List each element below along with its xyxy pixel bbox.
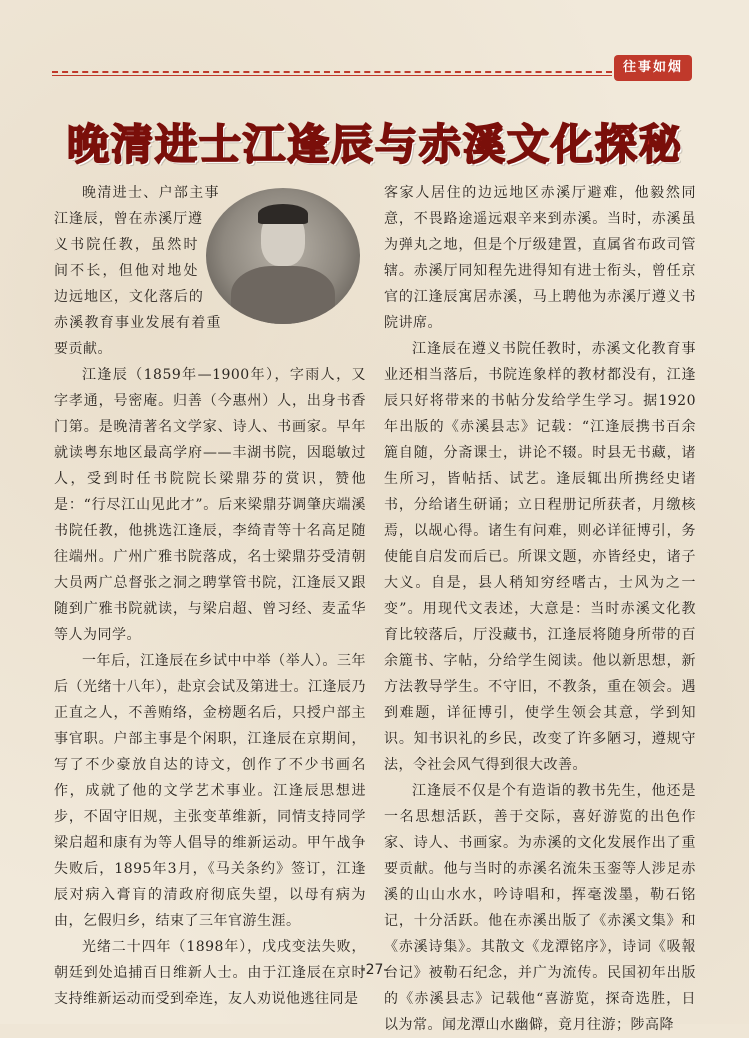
portrait-image <box>206 188 360 324</box>
paragraph-continued: 客家人居住的边远地区赤溪厅避难，他毅然同意，不畏路途遥远艰辛来到赤溪。当时，赤溪虽为弹丸之地，但是个厅级建置，直属省布政司管辖。赤溪厅同知程先进得知有进士衔头，曾任京官的江逢辰寓居赤溪，马上聘他为赤溪厅遵义书院讲席。 <box>384 185 696 331</box>
paragraph: 江逢辰（1859年—1900年），字雨人，又字孝通，号密庵。归善（今惠州）人，出身书香门第。是晚清著名文学家、诗人、书画家。早年就读粤东地区最高学府——丰湖书院，因聪敏过人，受到时任书院院长梁鼎芬的赏识，赞他是：“行尽江山见此才”。后来梁鼎芬调肇庆端溪书院任教，他挑选江逢辰，李绮青等十名高足随往端州。广州广雅书院落成，名士梁鼎芬受清朝大员两广总督张之洞之聘掌管书院，江逢辰又跟随到广雅书院就读，与梁启超、曾习经、麦孟华等人为同学。 <box>54 367 366 643</box>
page-number: -27- <box>360 962 389 978</box>
header-rule <box>52 71 612 73</box>
right-column <box>384 180 696 1038</box>
portrait-photo <box>206 188 366 328</box>
paragraph: 江逢辰在遵义书院任教时，赤溪文化教育事业还相当落后，书院连象样的教材都没有，江逢辰只好将带来的书帖分发给学生学习。据1920年出版的《赤溪县志》记载：“江逢辰携书百余簏自随，分斋课士，讲论不辍。时县无书藏，诸生所习，皆帖括、试艺。逢辰辄出所携经史诸书，分给诸生研诵；立日程册记所获者，月缴核焉，以觇心得。诸生有问难，则必详征博引，务使能自启发而后已。所课文题，亦皆经史，诸子大义。自是，县人稍知穷经嗜古，士风为之一变”。用现代文表述，大意是：当时赤溪文化教育比较落后，厅没藏书，江逢辰将随身所带的百余簏书、字帖，分给学生阅读。他以新思想，新方法教导学生。不守旧，不教条，重在领会。遇到难题，详征博引，使学生领会其意，学到知识。知书识礼的乡民，改变了许多陋习，遵规守法，令社会风气得到很大改善。 <box>384 341 696 773</box>
paragraph: 江逢辰不仅是个有造诣的教书先生，他还是一名思想活跃，善于交际，喜好游览的出色作家、诗人、书画家。为赤溪的文化发展作出了重要贡献。他与当时的赤溪名流朱玉銮等人涉足赤溪的山山水水，吟诗唱和，挥毫泼墨，勒石铭记，十分活跃。他在赤溪出版了《赤溪文集》和《赤溪诗集》。其散文《龙潭铭序》，诗词《吸報台记》被勒石纪念，并广为流传。民国初年出版的《赤溪县志》记载他“喜游览，探奇选胜，日以为常。闻龙潭山水幽僻，竟月往游；陟高降 <box>384 783 696 1033</box>
portrait-hat <box>258 204 308 224</box>
paragraph: 光绪二十四年（1898年），戊戌变法失败，朝廷到处追捕百日维新人士。由于江逢辰在京时支持维新运动而受到牵连，友人劝说他逃往同是 <box>54 939 366 1007</box>
paragraph: 晚清进士、户部主事江逢辰，曾在赤溪厅遵义书院任教，虽然时间不长，但他对地处边远地区，文化落后的赤溪教育事业发展有着重要贡献。 <box>54 185 222 357</box>
paragraph: 一年后，江逢辰在乡试中中举（举人）。三年后（光绪十八年），赴京会试及第进士。江逢辰乃正直之人，不善贿络，金榜题名后，只授户部主事官职。户部主事是个闲职，江逢辰在京期间，写了不少豪放自达的诗文，创作了不少书画名作，成就了他的文学艺术事业。江逢辰思想进步，不固守旧规，主张变革维新，同情支持同学梁启超和康有为等人倡导的维新运动。甲午战争失败后，1895年3月，《马关条约》签订，江逢辰对病入膏肓的清政府彻底失望，以母有病为由，乞假归乡，结束了三年官游生涯。 <box>54 653 366 929</box>
header-rule-thin <box>52 75 612 76</box>
article-title: 晚清进士江逢辰与赤溪文化探秘 <box>66 120 683 169</box>
column-tag: 往事如烟 <box>614 55 692 81</box>
portrait-body <box>231 266 335 324</box>
left-column <box>54 180 366 1012</box>
